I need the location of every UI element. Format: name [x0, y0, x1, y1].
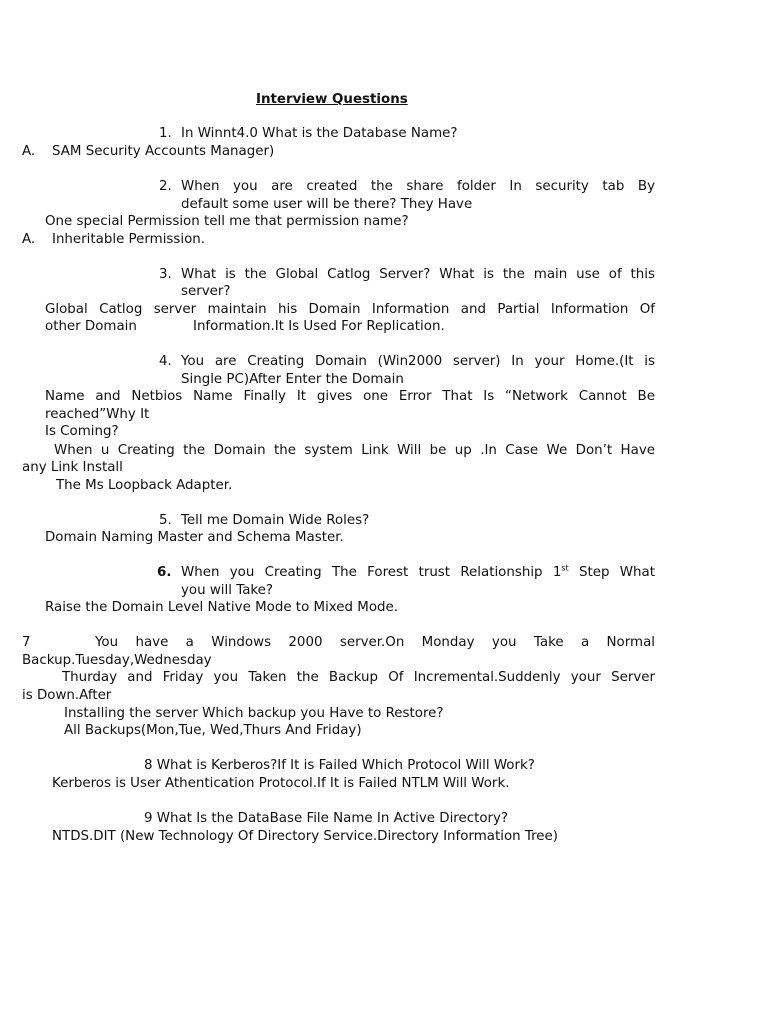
q4-answer-line1: When u Creating the Domain the system Link Will be up .In Case We Don’t Have — [54, 443, 655, 458]
q6-question-line1 — [181, 564, 655, 581]
q7-question-line5: Installing the server Which backup you Have to Restore? — [64, 706, 444, 721]
q6-question-line2: you will Take? — [181, 583, 274, 598]
q3-answer-line1: Global Catlog server maintain his Domain Information and Partial Information Of — [45, 302, 655, 317]
q2-question-line1: When you are created the share folder In security tab By — [181, 179, 655, 194]
q2-answer-marker: A. — [22, 232, 36, 247]
q2-answer: Inheritable Permission. — [52, 232, 206, 247]
q6-question-line1-post: Step What — [568, 565, 655, 580]
q7-question-line1: You have a Windows 2000 server.On Monday you Take a Normal — [95, 635, 655, 650]
q5-question: Tell me Domain Wide Roles? — [181, 513, 370, 528]
q6-question-line1-pre: When you Creating The Forest trust Relationship 1 — [181, 565, 562, 580]
q5-number: 5. — [159, 513, 172, 528]
q3-answer-line2b: Information.It Is Used For Replication. — [193, 319, 445, 334]
q4-question-line2: Single PC)After Enter the Domain — [181, 372, 404, 387]
q7-question-line2: Backup.Tuesday,Wednesday — [22, 653, 212, 668]
q4-question-line4: reached”Why It — [45, 407, 150, 422]
q6-answer: Raise the Domain Level Native Mode to Mixed Mode. — [45, 600, 399, 615]
q1-answer: SAM Security Accounts Manager) — [52, 144, 275, 159]
q2-question-line3: One special Permission tell me that permission name? — [45, 214, 409, 229]
q4-answer-line2: any Link Install — [22, 460, 123, 475]
q5-answer: Domain Naming Master and Schema Master. — [45, 530, 344, 545]
q1-answer-marker: A. — [22, 144, 36, 159]
q9-question: 9 What Is the DataBase File Name In Active Directory? — [144, 811, 509, 826]
q6-number: 6. — [157, 565, 172, 580]
q4-number: 4. — [159, 354, 172, 369]
q4-question-line5: Is Coming? — [45, 424, 119, 439]
q7-question-line3: Thurday and Friday you Taken the Backup Of Incremental.Suddenly your Server — [62, 670, 655, 685]
q2-question-line2: default some user will be there? They Have — [181, 197, 473, 212]
q6-ordinal-suffix: st — [561, 563, 569, 573]
q3-answer-line2a: other Domain — [45, 319, 137, 334]
q9-answer: NTDS.DIT (New Technology Of Directory Service.Directory Information Tree) — [52, 829, 559, 844]
q3-question-line1: What is the Global Catlog Server? What is the main use of this — [181, 267, 655, 282]
q8-answer: Kerberos is User Athentication Protocol.If It is Failed NTLM Will Work. — [52, 776, 510, 791]
q7-answer: All Backups(Mon,Tue, Wed,Thurs And Friday) — [64, 723, 362, 738]
q1-question: In Winnt4.0 What is the Database Name? — [181, 126, 458, 141]
q1-number: 1. — [159, 126, 172, 141]
q7-question-line4: is Down.After — [22, 688, 112, 703]
q4-answer-line3: The Ms Loopback Adapter. — [56, 478, 233, 493]
q4-question-line1: You are Creating Domain (Win2000 server) In your Home.(It is — [181, 354, 655, 369]
q3-number: 3. — [159, 267, 172, 282]
q4-question-line3: Name and Netbios Name Finally It gives one Error That Is “Network Cannot Be — [45, 389, 655, 404]
q7-number: 7 — [22, 635, 31, 650]
q2-number: 2. — [159, 179, 172, 194]
q8-question: 8 What is Kerberos?If It is Failed Which Protocol Will Work? — [144, 758, 535, 773]
page-title: Interview Questions — [256, 92, 408, 107]
q3-question-line2: server? — [181, 284, 231, 299]
